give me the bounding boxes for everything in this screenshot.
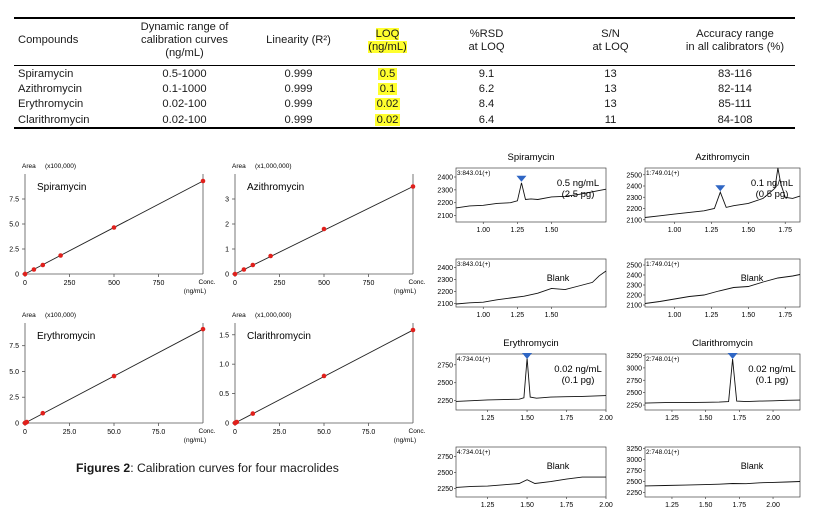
- x-tick-label: 50.0: [107, 429, 121, 436]
- y-tick-label: 2100: [626, 302, 642, 310]
- x-tick-label: 500: [318, 280, 330, 287]
- x-tick-label: 0: [23, 280, 27, 287]
- data-point: [268, 254, 273, 259]
- y-tick-label: 2400: [626, 272, 642, 280]
- y-tick-label: 2100: [437, 213, 453, 221]
- data-point: [201, 327, 206, 332]
- x-tick-label: 1.75: [732, 415, 747, 422]
- header-line: (ng/mL): [368, 40, 407, 53]
- x-axis-unit: (ng/mL): [393, 288, 417, 295]
- data-point: [23, 272, 28, 277]
- data-point: [41, 411, 46, 416]
- cell-sn: 11: [546, 112, 675, 128]
- x-tick-label: 25.0: [272, 429, 287, 436]
- x-tick-label: 750: [152, 280, 165, 287]
- data-point: [251, 263, 256, 268]
- cell-rsd: 6.4: [427, 112, 546, 128]
- y-tick-label: 5.0: [9, 221, 19, 229]
- y-tick-label: 2.5: [9, 394, 19, 402]
- loq-value: 0.5: [379, 67, 396, 80]
- x-tick-label: 1.25: [480, 502, 495, 509]
- x-tick-label: 1.00: [667, 312, 682, 319]
- y-tick-label: 2750: [626, 467, 642, 475]
- x-tick-label: 1.75: [559, 415, 574, 422]
- compound-title: Azithromycin: [695, 152, 750, 163]
- y-tick-label: 1.5: [219, 332, 229, 340]
- trace-header: 3:843.01(+): [457, 261, 491, 268]
- y-tick-label: 7.5: [9, 343, 19, 351]
- y-axis-label: Area: [22, 312, 36, 319]
- table-row: [14, 112, 795, 128]
- calibration-chart-clarithromycin: [210, 309, 426, 454]
- data-point: [58, 253, 63, 258]
- header-line: at LOQ: [592, 40, 629, 53]
- chart-svg: [612, 150, 802, 240]
- y-tick-label: 2500: [437, 380, 453, 388]
- y-tick-label: 2500: [437, 470, 453, 478]
- compound-title: Spiramycin: [507, 152, 555, 163]
- cell-accuracy: 82-114: [717, 82, 752, 95]
- x-tick-label: 1.25: [510, 312, 525, 319]
- x-tick-label: 1.50: [520, 502, 534, 509]
- y-tick-label: 2: [225, 221, 229, 229]
- cell-rsd: 8.4: [478, 98, 495, 111]
- concentration-label: 0.1 ng/mL: [750, 178, 794, 189]
- header-line: Dynamic range of: [140, 21, 229, 33]
- data-point: [322, 374, 327, 379]
- table-header-row: [14, 18, 795, 66]
- cell-linearity: 0.999: [249, 112, 348, 128]
- x-tick-label: 250: [273, 280, 286, 287]
- x-tick-label: 0: [233, 280, 237, 287]
- y-tick-label: 2500: [626, 390, 642, 398]
- x-tick-label: 0: [23, 429, 27, 436]
- compound-label: Clarithromycin: [247, 331, 311, 342]
- header-loq: [348, 18, 427, 66]
- trace-line: [456, 271, 606, 304]
- y-tick-label: 2400: [437, 174, 453, 182]
- cell-linearity: 0.999: [284, 67, 313, 80]
- chart-svg: [423, 150, 608, 240]
- y-axis-scale: (x100,000): [45, 163, 77, 170]
- y-tick-label: 2750: [437, 362, 453, 370]
- trace-header: 4:734.01(+): [457, 356, 491, 363]
- chromatogram-clarithromycin: [612, 336, 802, 433]
- chart-svg: [0, 160, 216, 300]
- x-tick-label: 1.50: [544, 227, 559, 234]
- y-tick-label: 2250: [626, 490, 642, 498]
- caption-text: : Calibration curves for four macrolides: [130, 461, 339, 475]
- x-tick-label: 1.75: [732, 502, 747, 509]
- blank-label: Blank: [546, 273, 570, 283]
- data-point: [234, 420, 239, 425]
- x-tick-label: 0: [233, 429, 237, 436]
- y-tick-label: 2300: [437, 276, 453, 284]
- x-axis-label: Conc.: [408, 428, 426, 435]
- compound-label: Azithromycin: [247, 182, 305, 193]
- data-point: [112, 374, 117, 379]
- x-tick-label: 1.75: [778, 312, 793, 319]
- header-line: in all calibrators (%): [685, 40, 785, 53]
- blank-label: Blank: [740, 273, 764, 283]
- y-tick-label: 3: [225, 196, 229, 204]
- x-tick-label: 750: [362, 280, 375, 287]
- trace-line: [645, 275, 800, 304]
- header-linearity: Linearity (R²): [249, 18, 348, 66]
- concentration-label: 0.5 ng/mL: [556, 178, 600, 189]
- x-tick-label: 1.25: [665, 502, 679, 509]
- header-rsd: [427, 18, 546, 66]
- cell-compound: Clarithromycin: [14, 112, 120, 128]
- y-axis-scale: (x100,000): [45, 312, 77, 319]
- y-tick-label: 2100: [437, 300, 453, 308]
- trace-header: 2:748.01(+): [646, 449, 680, 456]
- y-tick-label: 3000: [626, 365, 642, 373]
- x-axis-label: Conc.: [198, 279, 216, 286]
- data-point: [242, 267, 247, 272]
- chart-svg: [612, 336, 802, 428]
- header-compounds: Compounds: [14, 18, 120, 66]
- compound-label: Erythromycin: [37, 331, 96, 342]
- x-tick-label: 1.25: [510, 227, 525, 234]
- cell-rsd: 6.2: [478, 82, 495, 95]
- compound-title: Clarithromycin: [692, 338, 753, 349]
- x-tick-label: 1.75: [778, 227, 793, 234]
- data-point: [322, 227, 327, 232]
- y-tick-label: 2500: [626, 172, 642, 180]
- chart-svg: [210, 309, 426, 449]
- y-axis-label: Area: [232, 312, 246, 319]
- y-tick-label: 2300: [626, 282, 642, 290]
- y-tick-label: 1.0: [219, 361, 229, 369]
- trace-header: 1:749.01(+): [646, 261, 680, 268]
- y-tick-label: 2500: [626, 262, 642, 270]
- chromatogram-azithromycin-blank: [612, 241, 802, 330]
- cell-loq: [348, 112, 427, 128]
- peak-marker-icon: [728, 353, 738, 359]
- x-tick-label: 1.50: [544, 312, 559, 319]
- data-point: [233, 272, 238, 277]
- header-dynamic-range: [120, 18, 249, 66]
- data-point: [411, 328, 416, 333]
- x-tick-label: 1.25: [665, 415, 679, 422]
- chart-svg: [612, 241, 802, 325]
- chart-svg: [0, 309, 216, 449]
- y-tick-label: 3250: [626, 352, 642, 360]
- y-tick-label: 2250: [437, 398, 453, 406]
- x-tick-label: 50.0: [317, 429, 331, 436]
- x-tick-label: 1.50: [698, 415, 713, 422]
- compound-title: Erythromycin: [503, 338, 559, 349]
- cell-sn: 13: [604, 67, 617, 80]
- y-tick-label: 2250: [437, 486, 453, 494]
- y-tick-label: 5.0: [9, 368, 19, 376]
- cell-accuracy: 83-116: [717, 67, 752, 80]
- cell-compound: Spiramycin: [18, 67, 74, 80]
- amount-label: (2.5 pg): [561, 189, 595, 200]
- cell-accuracy: 85-111: [718, 98, 752, 111]
- chart-svg: [423, 336, 613, 428]
- chromatogram-spiramycin-blank: [423, 241, 608, 330]
- peak-marker-icon: [715, 185, 725, 191]
- y-tick-label: 2750: [437, 454, 453, 462]
- cell-range: 0.02-100: [162, 98, 207, 111]
- data-point: [32, 267, 37, 272]
- trace-header: 3:843.01(+): [457, 170, 491, 177]
- peak-marker-icon: [516, 176, 526, 182]
- x-tick-label: 25.0: [62, 429, 77, 436]
- x-tick-label: 1.75: [559, 502, 574, 509]
- y-tick-label: 0: [225, 271, 229, 279]
- x-tick-label: 1.00: [667, 227, 682, 234]
- y-tick-label: 3000: [626, 456, 642, 464]
- x-tick-label: 2.00: [766, 415, 780, 422]
- y-tick-label: 2200: [437, 288, 453, 296]
- y-axis-scale: (x1,000,000): [255, 312, 292, 319]
- compound-label: Spiramycin: [37, 182, 87, 193]
- blank-label: Blank: [546, 461, 570, 471]
- y-tick-label: 2400: [437, 264, 453, 272]
- y-tick-label: 0.5: [219, 391, 229, 399]
- header-line: %RSD: [469, 27, 504, 40]
- figure-caption: [76, 461, 339, 475]
- y-tick-label: 7.5: [9, 196, 19, 204]
- header-line: LOQ: [375, 27, 400, 40]
- header-accuracy: [675, 18, 795, 66]
- amount-label: (0.1 pg): [755, 375, 789, 386]
- x-tick-label: 2.00: [766, 502, 780, 509]
- x-tick-label: 250: [63, 280, 76, 287]
- x-tick-label: 1.25: [704, 312, 719, 319]
- header-line: calibration curves: [140, 34, 229, 46]
- peak-marker-icon: [522, 353, 532, 359]
- table-row: [14, 97, 795, 112]
- x-tick-label: 1.50: [741, 312, 756, 319]
- concentration-label: 0.02 ng/mL: [554, 364, 602, 375]
- data-point: [41, 263, 46, 268]
- y-tick-label: 2.5: [9, 246, 19, 254]
- header-sn: [546, 18, 675, 66]
- x-tick-label: 1.00: [476, 227, 491, 234]
- calibration-chart-erythromycin: [0, 309, 216, 454]
- cell-range: 0.02-100: [120, 112, 249, 128]
- x-tick-label: 1.25: [704, 227, 719, 234]
- cell-loq: [348, 81, 427, 96]
- header-line: S/N: [601, 27, 620, 40]
- chart-svg: [612, 429, 802, 515]
- header-line: (ng/mL): [165, 47, 204, 59]
- data-point: [112, 225, 117, 230]
- y-tick-label: 0: [15, 420, 19, 428]
- x-axis-unit: (ng/mL): [183, 437, 207, 444]
- cell-compound: Erythromycin: [18, 98, 84, 111]
- y-tick-label: 3250: [626, 445, 642, 453]
- loq-value: 0.02: [376, 113, 399, 126]
- chart-svg: [210, 160, 426, 300]
- trace-header: 2:748.01(+): [646, 356, 680, 363]
- data-point: [411, 184, 416, 189]
- y-axis-scale: (x1,000,000): [255, 163, 292, 170]
- y-tick-label: 2400: [626, 183, 642, 191]
- chromatogram-erythromycin: [423, 336, 613, 433]
- cell-linearity: 0.999: [284, 82, 313, 95]
- y-tick-label: 1: [225, 246, 229, 254]
- caption-label: Figures 2: [76, 461, 131, 475]
- cell-range: 0.1-1000: [162, 82, 207, 95]
- chromatogram-erythromycin-blank: [423, 429, 613, 520]
- x-tick-label: 2.00: [599, 502, 613, 509]
- cell-loq: [348, 97, 427, 112]
- x-axis-label: Conc.: [198, 428, 216, 435]
- x-tick-label: 75.0: [151, 429, 166, 436]
- trace-header: 4:734.01(+): [457, 449, 491, 456]
- y-tick-label: 2250: [626, 402, 642, 410]
- cell-range: 0.5-1000: [162, 67, 207, 80]
- data-point: [24, 420, 29, 425]
- x-tick-label: 1.25: [480, 415, 495, 422]
- table-row: [14, 66, 795, 82]
- x-tick-label: 2.00: [599, 415, 613, 422]
- header-line: Accuracy range: [696, 27, 774, 40]
- trace-header: 1:749.01(+): [646, 170, 680, 177]
- x-tick-label: 75.0: [361, 429, 376, 436]
- cell-compound: Azithromycin: [18, 82, 83, 95]
- cell-loq: [348, 66, 427, 82]
- x-axis-unit: (ng/mL): [393, 437, 417, 444]
- amount-label: (0.5 pg): [755, 189, 789, 200]
- y-tick-label: 2200: [437, 200, 453, 208]
- chromatogram-clarithromycin-blank: [612, 429, 802, 520]
- trace-line: [456, 477, 606, 487]
- x-tick-label: 1.50: [741, 227, 756, 234]
- chart-svg: [423, 241, 608, 325]
- cell-rsd: 9.1: [478, 67, 495, 80]
- cell-linearity: 0.999: [284, 98, 313, 111]
- concentration-label: 0.02 ng/mL: [748, 364, 796, 375]
- calibration-chart-spiramycin: [0, 160, 216, 305]
- y-tick-label: 2200: [626, 292, 642, 300]
- x-tick-label: 1.50: [698, 502, 713, 509]
- loq-value: 0.1: [379, 82, 396, 95]
- y-tick-label: 2300: [626, 194, 642, 202]
- y-tick-label: 2200: [626, 206, 642, 213]
- blank-label: Blank: [740, 461, 764, 471]
- x-tick-label: 1.50: [520, 415, 534, 422]
- cell-sn: 13: [604, 98, 617, 111]
- calibration-chart-azithromycin: [210, 160, 426, 305]
- cell-accuracy: 84-108: [675, 112, 795, 128]
- x-axis-unit: (ng/mL): [183, 288, 207, 295]
- y-tick-label: 2300: [437, 187, 453, 195]
- loq-value: 0.02: [376, 98, 399, 111]
- trace-line: [645, 482, 800, 486]
- y-tick-label: 2100: [626, 217, 642, 225]
- x-axis-label: Conc.: [408, 279, 426, 286]
- y-tick-label: 2750: [626, 377, 642, 385]
- chromatogram-azithromycin: [612, 150, 802, 245]
- amount-label: (0.1 pg): [561, 375, 595, 386]
- y-tick-label: 0: [225, 420, 229, 428]
- y-axis-label: Area: [232, 163, 246, 170]
- chromatogram-spiramycin: [423, 150, 608, 245]
- summary-table: [14, 17, 795, 129]
- x-tick-label: 500: [108, 280, 120, 287]
- table-row: [14, 81, 795, 96]
- y-axis-label: Area: [22, 163, 36, 170]
- y-tick-label: 2500: [626, 479, 642, 487]
- cell-sn: 13: [604, 82, 617, 95]
- data-point: [251, 411, 256, 416]
- y-tick-label: 0: [15, 271, 19, 279]
- data-point: [201, 179, 206, 184]
- header-line: at LOQ: [468, 40, 505, 53]
- chart-svg: [423, 429, 613, 515]
- x-tick-label: 1.00: [476, 312, 491, 319]
